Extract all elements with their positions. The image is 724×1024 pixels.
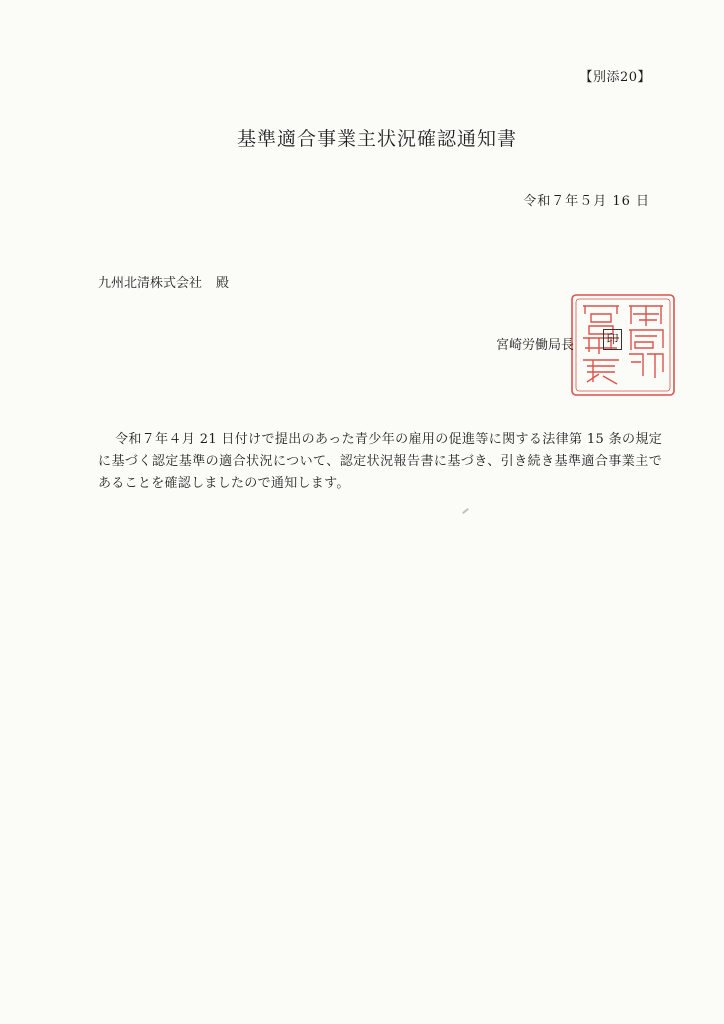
issue-date: 令和７年５月 16 日 — [523, 194, 650, 209]
recipient-honorific: 殿 — [216, 276, 230, 291]
body-paragraph: 令和７年４月 21 日付けで提出のあった青少年の雇用の促進等に関する法律第 15 条の規定に基づく認定基準の適合状況について、認定状況報告書に基づき、引き続き基準適合事業主であることを確認しましたので通知します。 — [98, 432, 662, 491]
sender-name: 宮崎労働局長 — [496, 338, 575, 353]
recipient — [98, 272, 229, 291]
attachment-label: 【別添20】 — [579, 70, 651, 85]
official-seal-stamp — [569, 292, 677, 398]
seal-placeholder: 印 — [603, 329, 622, 350]
recipient-name: 九州北清株式会社 — [98, 276, 203, 291]
document-title: 基準適合事業主状況確認通知書 — [236, 128, 517, 150]
scan-speck — [462, 508, 469, 514]
